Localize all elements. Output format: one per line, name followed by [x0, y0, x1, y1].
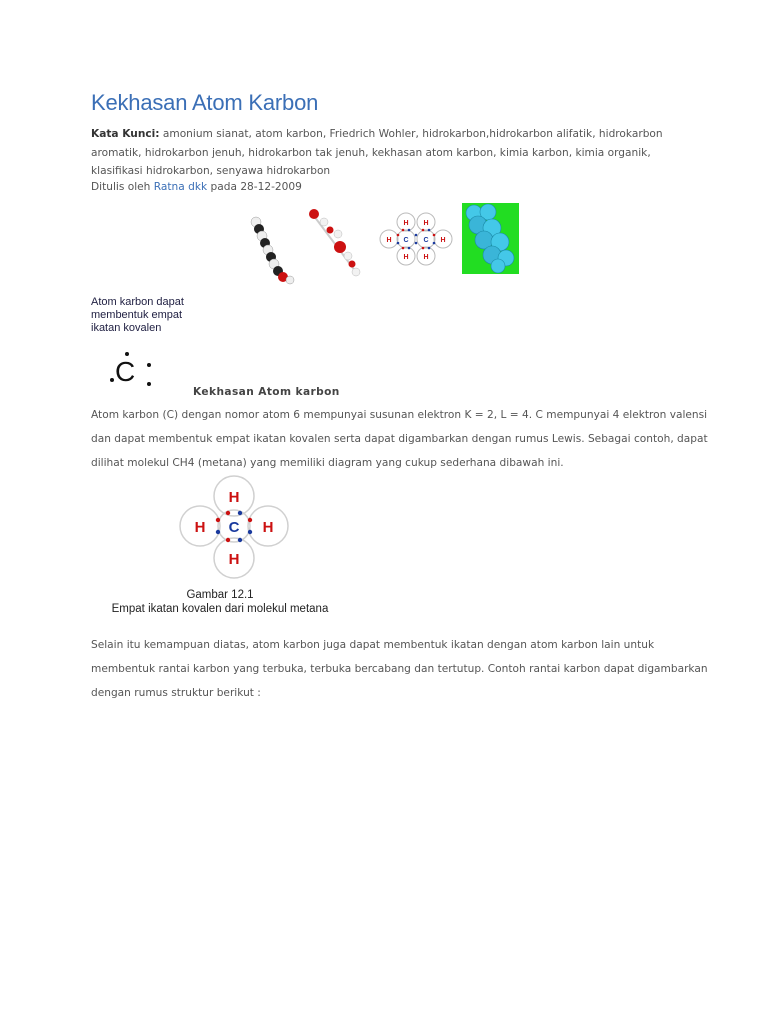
atom-label: C: [403, 237, 409, 244]
article-title: Kekhasan Atom Karbon: [91, 90, 319, 115]
ball-stick-model: [309, 209, 360, 276]
author-link[interactable]: Ratna dkk: [153, 181, 208, 193]
hydrogen-label: H: [262, 519, 274, 536]
electron-dot: [147, 363, 151, 367]
paragraph-electron-config: Atom karbon (C) dengan nomor atom 6 mempunyai susunan elektron K = 2, L = 4. C mempunyai 4 elektron valensi dan dapat membentuk empat ikatan kovalen serta dapat digambarkan dengan rumus Lewis. Sebagai contoh, dapat dilihat molekul CH4 (metana) yang memiliki diagram yang cukup sederhana dibawah ini.: [91, 409, 708, 469]
electron-dot: [147, 382, 151, 386]
methane-figure-caption: [100, 588, 340, 616]
molecule-models-image: [248, 200, 528, 290]
methane-diagram: [176, 474, 292, 582]
atom-label: H: [386, 237, 392, 244]
keywords-list: amonium sianat, atom karbon, Friedrich Wohler, hidrokarbon,hidrokarbon alifatik, hidrokarbon aromatik, hidrokarbon jenuh, hidrokarbon tak jenuh, kekhasan atom karbon, kimia karbon, kimia organik, klasifikasi hidrokarbon, senyawa hidrokarbon: [91, 128, 663, 177]
lewis-caption-line: ikatan kovalen: [91, 322, 162, 334]
space-filling-model: [462, 203, 519, 274]
carbon-label: C: [228, 519, 240, 536]
atom-label: H: [440, 237, 446, 244]
electron-dot: [125, 352, 129, 356]
carbon-chain-model: [251, 217, 294, 284]
byline: [91, 181, 302, 193]
lewis-caption: [91, 296, 201, 335]
atom-label: H: [403, 254, 409, 261]
hydrogen-label: H: [194, 519, 206, 536]
atom-label: H: [403, 220, 409, 227]
byline-middle: pada: [210, 181, 237, 193]
atom-label: H: [423, 220, 429, 227]
hydrogen-label: H: [228, 489, 240, 506]
byline-prefix: Ditulis oleh: [91, 181, 151, 193]
ethane-electron-diagram: [380, 213, 452, 265]
atom-label: C: [423, 237, 429, 244]
hydrogen-label: H: [228, 551, 240, 568]
lewis-structure-figure: [91, 296, 201, 396]
keywords-label: Kata Kunci:: [91, 128, 160, 140]
electron-dot: [110, 378, 114, 382]
carbon-symbol: C: [115, 356, 136, 387]
keywords-block: [91, 125, 681, 181]
publish-date: 28-12-2009: [240, 181, 302, 193]
figure-description: Empat ikatan kovalen dari molekul metana: [111, 603, 329, 615]
lewis-caption-line: Atom karbon dapat: [91, 296, 184, 308]
lewis-caption-line: membentuk empat: [91, 309, 183, 321]
atom-label: H: [423, 254, 429, 261]
section-heading: Kekhasan Atom karbon: [193, 386, 340, 398]
paragraph-carbon-chains: Selain itu kemampuan diatas, atom karbon juga dapat membentuk ikatan dengan atom karbon lain untuk membentuk rantai karbon yang terbuka, terbuka bercabang dan tertutup. Contoh rantai karbon dapat digambarkan dengan rumus struktur berikut :: [91, 639, 708, 699]
figure-number: Gambar 12.1: [186, 589, 254, 601]
